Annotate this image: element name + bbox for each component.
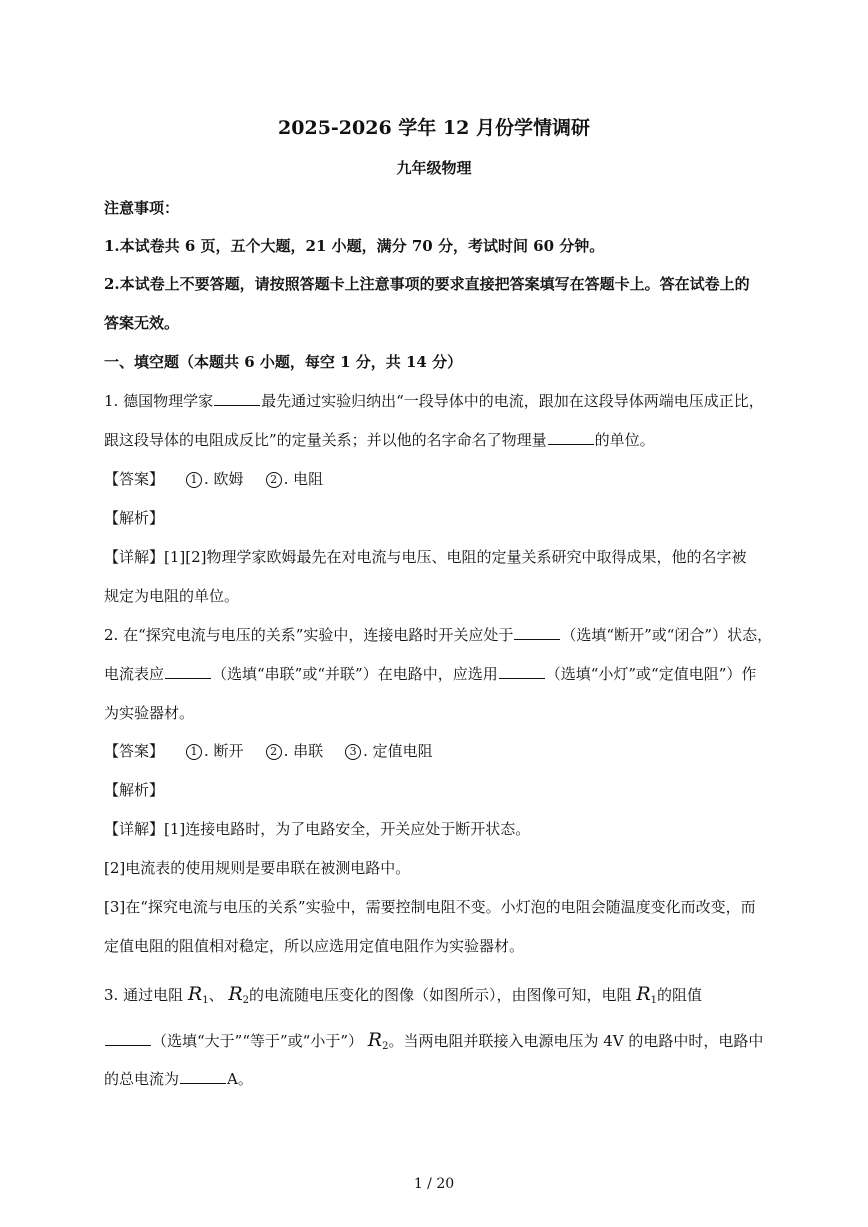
answer-text: . 欧姆 (204, 470, 244, 488)
q3-text-b: 的电流随电压变化的图像（如图所示），由图像可知，电阻 (249, 986, 632, 1004)
q2-text-c: 电流表应 (104, 665, 165, 683)
q2-text-e: （选填“小灯”或“定值电阻”）作 (545, 665, 757, 683)
question-3-line-1 (104, 984, 702, 1011)
q1-text-a: 1. 德国物理学家 (104, 392, 214, 410)
resistor-symbol: $R_1$ (636, 983, 658, 1006)
separator: 、 (208, 986, 224, 1004)
question-3-line-3 (104, 1069, 253, 1089)
circled-number: 1 (186, 744, 202, 760)
resistor-symbol: $R_2$ (367, 1029, 389, 1052)
answer-blank (214, 391, 260, 406)
question-2-line-3: 为实验器材。 (104, 704, 195, 722)
notice-item-1: 1.本试卷共 6 页，五个大题，21 小题，满分 70 分，考试时间 60 分钟。 (104, 237, 605, 255)
q2-text-d: （选填“串联”或“并联”）在电路中，应选用 (212, 665, 498, 683)
answer-label: 【答案】 (104, 470, 165, 488)
page-subtitle: 九年级物理 (396, 159, 472, 177)
answer-label: 【答案】 (104, 742, 165, 760)
q3-text-a: 3. 通过电阻 (104, 986, 184, 1004)
q3-text-c: 的阻值 (657, 986, 703, 1004)
question-2-line-1 (104, 625, 772, 645)
q1-text-c: 跟这段导体的电阻成反比”的定量关系；并以他的名字命名了物理量 (104, 431, 547, 449)
section-heading: 一、填空题（本题共 6 小题，每空 1 分，共 14 分） (104, 353, 463, 371)
question-1-detail-line-2: 规定为电阻的单位。 (104, 587, 240, 605)
q3-text-f: 的总电流为 (104, 1070, 180, 1088)
notice-item-2-line-1: 2.本试卷上不要答题，请按照答题卡上注意事项的要求直接把答案填写在答题卡上。答在试卷上的 (104, 275, 750, 293)
answer-blank (548, 430, 594, 445)
question-2-detail-2: [2]电流表的使用规则是要串联在被测电路中。 (104, 859, 411, 877)
question-1-line-1 (104, 391, 764, 411)
q3-text-d: （选填“大于”“等于”或“小于”） (152, 1032, 364, 1050)
circled-number: 3 (345, 744, 361, 760)
q3-text-g: A。 (227, 1070, 253, 1088)
q1-text-d: 的单位。 (594, 431, 655, 449)
question-2-analysis-label: 【解析】 (104, 781, 165, 799)
q3-text-e: 。当两电阻并联接入电源电压为 4V 的电路中时，电路中 (388, 1032, 764, 1050)
question-1-answer (104, 469, 323, 489)
question-2-answer (104, 741, 433, 761)
question-2-detail-3-line-1: [3]在“探究电流与电压的关系”实验中，需要控制电阻不变。小灯泡的电阻会随温度变化而改变，而 (104, 898, 756, 916)
resistor-symbol: $R_2$ (228, 983, 250, 1006)
notice-heading: 注意事项： (104, 199, 180, 217)
circled-number: 2 (266, 744, 282, 760)
answer-blank (499, 664, 545, 679)
circled-number: 1 (186, 472, 202, 488)
q2-text-a: 2. 在“探究电流与电压的关系”实验中，连接电路时开关应处于 (104, 626, 514, 644)
question-3-line-2 (104, 1030, 763, 1057)
answer-blank (105, 1031, 151, 1046)
question-1-detail-line-1: 【详解】[1][2]物理学家欧姆最先在对电流与电压、电阻的定量关系研究中取得成果，他的名字被 (104, 548, 747, 566)
answer-text: . 电阻 (283, 470, 324, 488)
answer-text: . 串联 (283, 742, 324, 760)
question-2-line-2 (104, 664, 756, 684)
question-2-detail-3-line-2: 定值电阻的阻值相对稳定，所以应选用定值电阻作为实验器材。 (104, 937, 525, 955)
answer-blank (180, 1069, 226, 1084)
answer-text: . 定值电阻 (363, 742, 433, 760)
resistor-symbol: $R_1$ (187, 983, 209, 1006)
answer-text: . 断开 (204, 742, 244, 760)
answer-blank (514, 625, 560, 640)
q1-text-b: 最先通过实验归纳出“一段导体中的电流，跟加在这段导体两端电压成正比， (261, 392, 764, 410)
notice-item-2-line-2: 答案无效。 (104, 314, 180, 332)
page-number: 1 / 20 (413, 1176, 455, 1192)
circled-number: 2 (266, 472, 282, 488)
q2-text-b: （选填“断开”或“闭合”）状态， (561, 626, 773, 644)
question-2-detail-1: 【详解】[1]连接电路时，为了电路安全，开关应处于断开状态。 (104, 820, 531, 838)
answer-blank (165, 664, 211, 679)
page-title: 2025-2026 学年 12 月份学情调研 (278, 117, 590, 139)
question-1-line-2 (104, 430, 655, 450)
question-1-analysis-label: 【解析】 (104, 509, 165, 527)
